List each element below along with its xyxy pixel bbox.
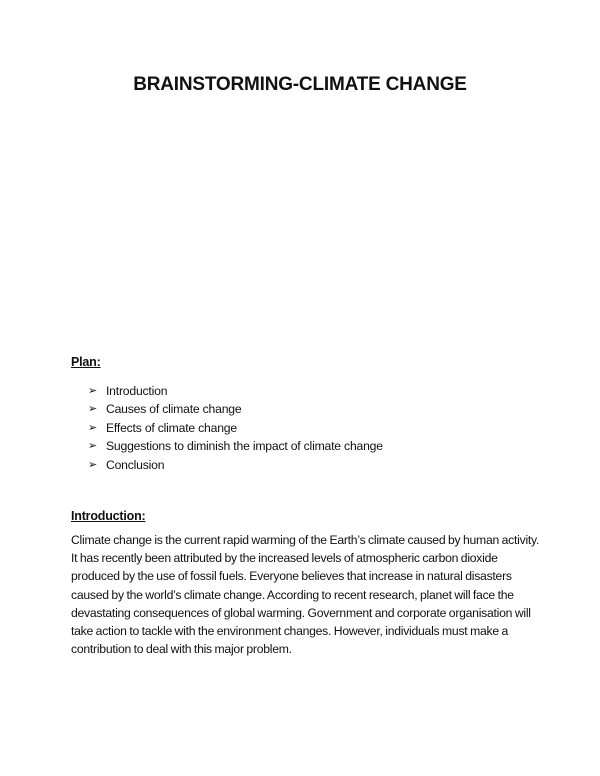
plan-item-label: Causes of climate change (106, 402, 242, 417)
introduction-paragraph: Climate change is the current rapid warming of the Earth’s climate caused by human activity. It has recently been attributed by the increased levels of atmospheric carbon dioxide produced by the use of fossil fuels. Everyone believes that increase in natural disasters caused by the world’s climate change. According to recent research, planet will face the devastating consequences of global warming. Government and corporate organisation will take action to tackle with the environment changes. However, individuals must make a contribution to deal with this major problem. (71, 533, 540, 657)
plan-item-label: Effects of climate change (106, 420, 237, 435)
introduction-heading: Introduction: (71, 509, 146, 523)
plan-heading: Plan: (71, 355, 101, 369)
plan-item (88, 456, 383, 474)
plan-item (88, 437, 383, 455)
plan-item-label: Suggestions to diminish the impact of climate change (106, 439, 383, 454)
plan-list (88, 382, 383, 474)
plan-item (88, 419, 383, 437)
arrowhead-bullet-icon: ➢ (88, 421, 98, 434)
arrowhead-bullet-icon: ➢ (88, 385, 98, 397)
arrowhead-bullet-icon: ➢ (88, 458, 98, 471)
document-title: BRAINSTORMING-CLIMATE CHANGE (133, 74, 467, 95)
arrowhead-bullet-icon: ➢ (88, 440, 98, 453)
plan-item-label: Introduction (106, 384, 168, 398)
plan-item (88, 400, 383, 418)
plan-item (88, 382, 383, 400)
plan-item-label: Conclusion (106, 457, 165, 472)
arrowhead-bullet-icon: ➢ (88, 403, 98, 416)
